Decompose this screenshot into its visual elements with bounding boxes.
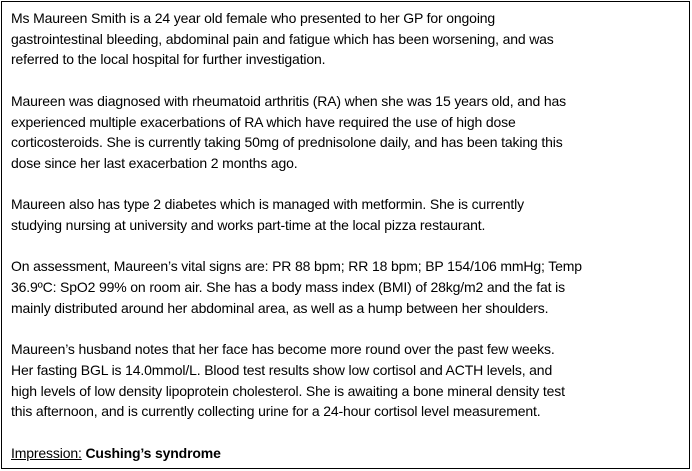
text-line: dose since her last exacerbation 2 months ago. <box>11 154 298 171</box>
paragraph-assessment <box>11 256 689 318</box>
text-line: Maureen also has type 2 diabetes which is managed with metformin. She is currently <box>11 196 524 213</box>
text-line: Maureen’s husband notes that her face has become more round over the past few weeks. <box>11 341 555 358</box>
impression <box>11 443 689 464</box>
text-line: corticosteroids. She is currently taking 50mg of prednisolone daily, and has been taking this <box>11 134 563 151</box>
text-line: this afternoon, and is currently collecting urine for a 24-hour cortisol level measurement. <box>11 403 541 420</box>
text-line: high levels of low density lipoprotein cholesterol. She is awaiting a bone mineral density test <box>11 382 565 399</box>
impression-value: Cushing’s syndrome <box>85 444 221 461</box>
text-line: mainly distributed around her abdominal area, as well as a hump between her shoulders. <box>11 299 549 316</box>
text-line: Ms Maureen Smith is a 24 year old female who presented to her GP for ongoing <box>11 10 496 26</box>
text-line: gastrointestinal bleeding, abdominal pain and fatigue which has been worsening, and was <box>11 30 554 47</box>
text-line: 36.9ºC: SpO2 99% on room air. She has a body mass index (BMI) of 28kg/m2 and the fat is <box>11 279 565 296</box>
text-line: On assessment, Maureen’s vital signs are: PR 88 bpm; RR 18 bpm; BP 154/106 mmHg; Temp <box>11 258 582 275</box>
paragraph-investigations <box>11 339 689 422</box>
text-line: referred to the local hospital for further investigation. <box>11 51 326 68</box>
text-line: Her fasting BGL is 14.0mmol/L. Blood test results show low cortisol and ACTH levels, and <box>11 361 553 378</box>
text-line: experienced multiple exacerbations of RA which have required the use of high dose <box>11 113 516 130</box>
paragraph-social <box>11 194 689 235</box>
text-line: studying nursing at university and works part-time at the local pizza restaurant. <box>11 217 486 233</box>
paragraph-history <box>11 91 689 174</box>
impression-label: Impression: <box>11 444 82 461</box>
case-study-text <box>2 2 689 463</box>
case-study-box <box>1 1 690 469</box>
paragraph-presentation <box>11 8 689 70</box>
text-line: Maureen was diagnosed with rheumatoid arthritis (RA) when she was 15 years old, and has <box>11 92 567 109</box>
